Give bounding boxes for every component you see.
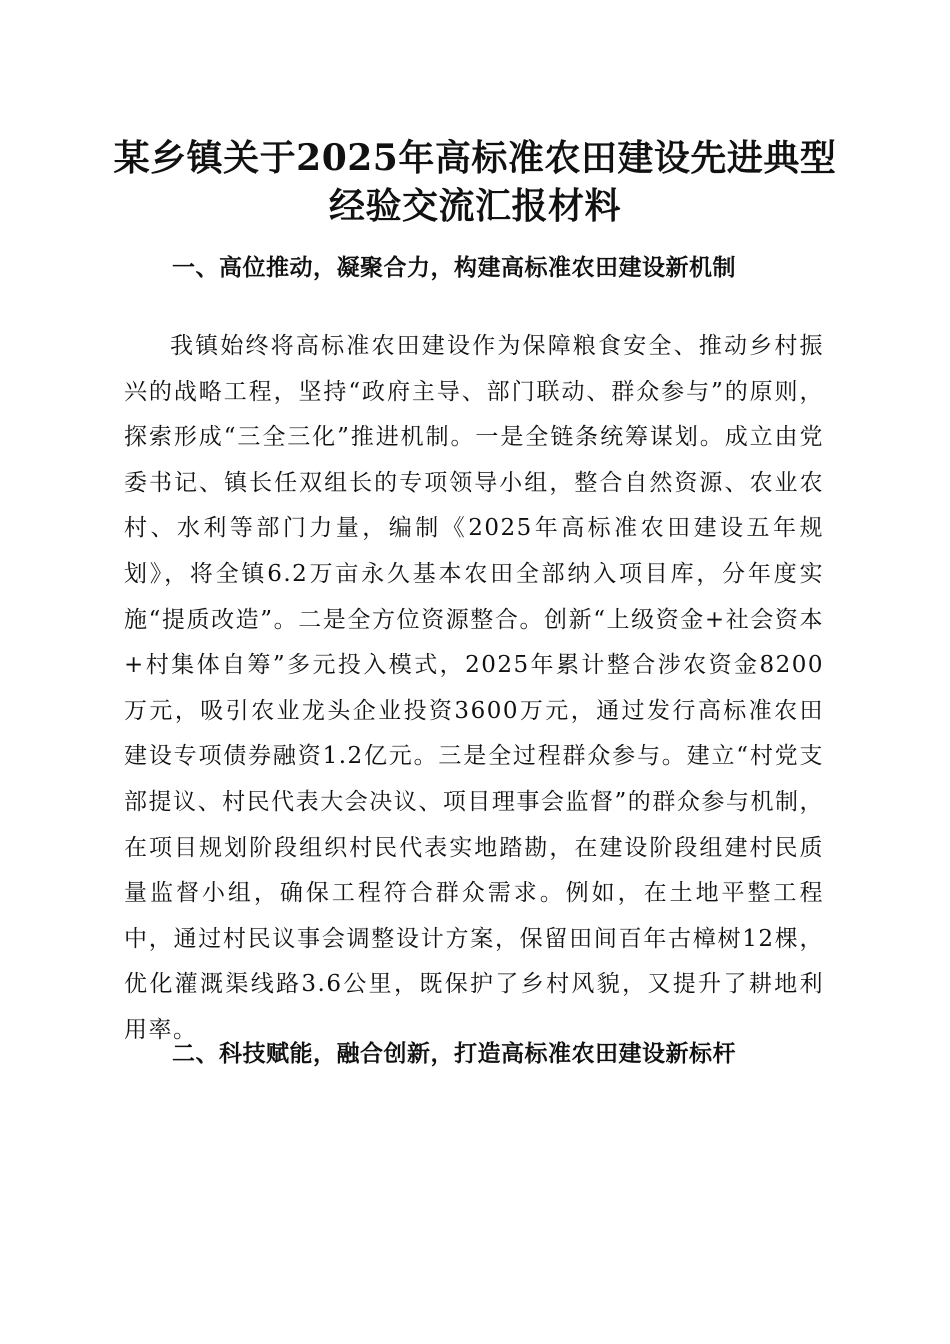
section-1-body: 我镇始终将高标准农田建设作为保障粮食安全、推动乡村振兴的战略工程，坚持“政府主导、部门联动、群众参与”的原则，探索形成“三全三化”推进机制。一是全链条统筹谋划。成立由党委书记、镇长任双组长的专项领导小组，整合自然资源、农业农村、水利等部门力量，编制《2025年高标准农田建设五年规划》，将全镇6.2万亩永久基本农田全部纳入项目库，分年度实施“提质改造”。二是全方位资源整合。创新“上级资金+社会资本+村集体自筹”多元投入模式，2025年累计整合涉农资金8200万元，吸引农业龙头企业投资3600万元，通过发行高标准农田建设专项债券融资1.2亿元。三是全过程群众参与。建立“村党支部提议、村民代表大会决议、项目理事会监督”的群众参与机制，在项目规划阶段组织村民代表实地踏勘，在建设阶段组建村民质量监督小组，确保工程符合群众需求。例如，在土地平整工程中，通过村民议事会调整设计方案，保留田间百年古樟树12棵，优化灌溉渠线路3.6公里，既保护了乡村风貌，又提升了耕地利用率。 (124, 333, 824, 1043)
document-title-line-2: 经验交流汇报材料 (328, 185, 621, 227)
section-2-heading: 二、科技赋能，融合创新，打造高标准农田建设新标杆 (172, 1041, 736, 1067)
section-1-heading: 一、高位推动，凝聚合力，构建高标准农田建设新机制 (172, 255, 736, 281)
document-title-line-1: 某乡镇关于2025年高标准农田建设先进典型 (113, 137, 837, 179)
